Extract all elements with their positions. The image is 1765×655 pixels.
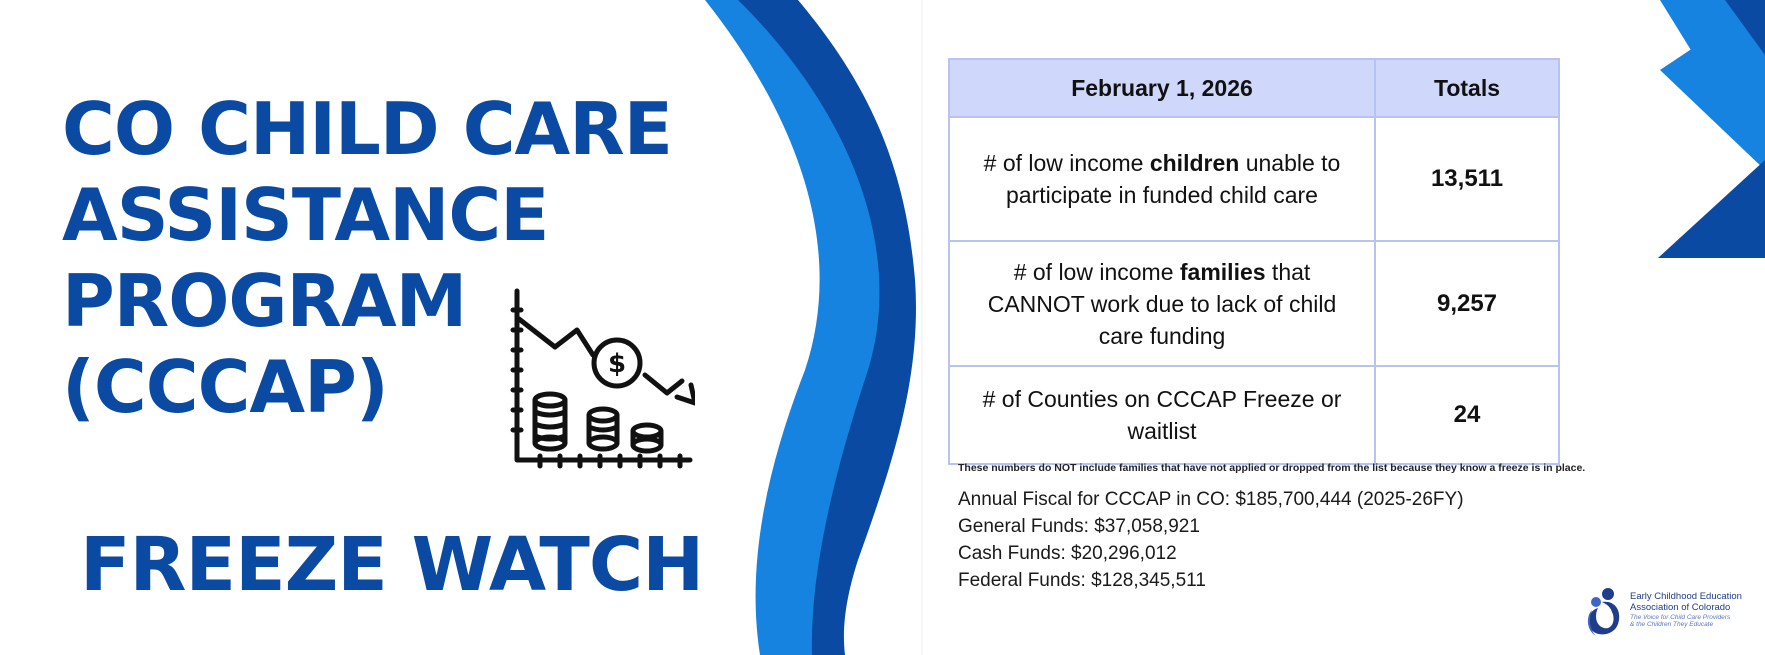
- row-label-counties: # of Counties on CCCAP Freeze or waitlist: [949, 366, 1375, 464]
- federal-funds-line: Federal Funds: $128,345,511: [958, 570, 1206, 591]
- logo-tagline: The Voice for Child Care Providers & the Children They Educate: [1630, 614, 1731, 628]
- annual-fiscal-line: Annual Fiscal for CCCAP in CO: $185,700,444 (2025-26FY): [958, 489, 1464, 510]
- title-line: PROGRAM: [62, 259, 467, 343]
- general-funds-line: General Funds: $37,058,921: [958, 516, 1200, 537]
- title-line: (CCCAP): [62, 345, 388, 429]
- row-label-families: # of low income families that CANNOT work due to lack of child care funding: [949, 241, 1375, 366]
- ece-association-logo-icon: [1582, 586, 1628, 642]
- table-row: [949, 117, 1559, 241]
- ece-association-logo[interactable]: [1582, 584, 1752, 644]
- title-line: CO CHILD CARE: [62, 87, 672, 171]
- declining-money-chart-icon: [505, 285, 695, 475]
- corner-shape-dark: [1658, 160, 1765, 258]
- svg-text:$: $: [607, 349, 627, 379]
- table-footnote: These numbers do NOT include families that have not applied or dropped from the list because they know a freeze is in place.: [958, 462, 1586, 474]
- freeze-stats-table-wrap: [948, 58, 1560, 465]
- table-header-row: [949, 59, 1559, 117]
- row-value-counties: 24: [1375, 366, 1559, 464]
- funding-summary: [958, 486, 1464, 594]
- row-label-children: # of low income children unable to participate in funded child care: [949, 117, 1375, 241]
- totals-header: Totals: [1375, 59, 1559, 117]
- logo-name-line: Early Childhood Education: [1630, 591, 1742, 602]
- logo-name-line: Association of Colorado: [1630, 602, 1731, 613]
- table-row: [949, 241, 1559, 366]
- logo-text: [1630, 591, 1752, 628]
- title-line: ASSISTANCE: [62, 173, 549, 257]
- swoosh-light: [705, 0, 897, 655]
- freeze-watch-heading: FREEZE WATCH: [80, 522, 704, 608]
- row-value-families: 9,257: [1375, 241, 1559, 366]
- row-value-children: 13,511: [1375, 117, 1559, 241]
- table-row: [949, 366, 1559, 464]
- freeze-stats-table: [948, 58, 1560, 465]
- date-header: February 1, 2026: [949, 59, 1375, 117]
- cash-funds-line: Cash Funds: $20,296,012: [958, 543, 1177, 564]
